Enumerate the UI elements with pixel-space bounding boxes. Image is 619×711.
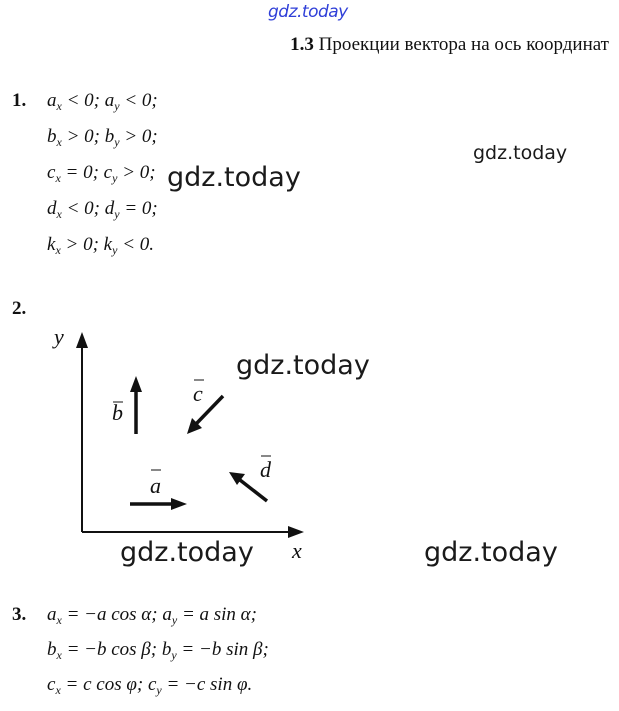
- problem3-line: [47, 639, 269, 663]
- formula-o2: > 0;: [119, 126, 158, 147]
- formula-s2: y: [114, 207, 120, 221]
- formula-e1: = −a cos α;: [61, 604, 163, 625]
- formula-o2: = 0;: [119, 198, 158, 219]
- formula-v2: d: [104, 198, 115, 219]
- formula-s1: x: [55, 243, 61, 257]
- formula-s1: x: [56, 648, 62, 662]
- problem-2-number: 2.: [12, 298, 27, 319]
- formula-o2: > 0;: [117, 162, 156, 183]
- problem3-line: [47, 674, 252, 698]
- problem-1-number: 1.: [12, 90, 27, 111]
- formula-s1: x: [56, 135, 62, 149]
- formula-v2: k: [103, 234, 113, 255]
- formula-e1: = c cos φ;: [60, 674, 148, 695]
- formula-s2: y: [114, 99, 120, 113]
- formula-o1: > 0;: [61, 126, 105, 147]
- formula-s2: y: [112, 171, 118, 185]
- watermark: gdz.today: [120, 537, 254, 568]
- formula-e2: = a sin α;: [177, 604, 257, 625]
- formula-v1: a: [47, 90, 57, 111]
- formula-o1: < 0;: [61, 90, 105, 111]
- formula-v2: b: [161, 639, 172, 660]
- formula-v1: b: [47, 126, 57, 147]
- watermark-top: gdz.today: [268, 2, 348, 22]
- formula-s1: x: [55, 171, 61, 185]
- watermark: gdz.today: [424, 537, 558, 568]
- formula-e2: = −b sin β;: [176, 639, 269, 660]
- formula-v1: a: [47, 604, 57, 625]
- vector-b-label: b: [112, 400, 123, 425]
- problem1-line: [47, 90, 158, 114]
- formula-o1: < 0;: [61, 198, 105, 219]
- watermark: gdz.today: [473, 142, 568, 164]
- x-axis-arrowhead: [288, 526, 304, 538]
- formula-o2: < 0;: [119, 90, 158, 111]
- vector-a-arrowhead: [171, 498, 187, 510]
- formula-e2: = −c sin φ.: [161, 674, 253, 695]
- formula-o1: = 0;: [60, 162, 104, 183]
- section-title: Проекции вектора на ось координат: [318, 34, 609, 55]
- formula-s1: x: [56, 207, 62, 221]
- formula-v2: a: [162, 604, 172, 625]
- formula-v1: c: [47, 674, 56, 695]
- formula-v1: c: [47, 162, 56, 183]
- section-number: 1.3: [290, 34, 314, 55]
- problem3-line: [47, 604, 257, 628]
- formula-o2: < 0.: [117, 234, 155, 255]
- formula-v1: k: [47, 234, 56, 255]
- formula-s1: x: [56, 613, 62, 627]
- watermark: gdz.today: [236, 350, 370, 381]
- vector-d-label: d: [260, 457, 271, 482]
- problem1-line: [47, 234, 154, 258]
- formula-s2: y: [112, 243, 118, 257]
- vector-diagram: [40, 320, 330, 565]
- vector-d: [240, 480, 267, 501]
- formula-s2: y: [114, 135, 120, 149]
- formula-s1: x: [56, 99, 62, 113]
- y-axis-label: y: [54, 324, 64, 349]
- page-title: [290, 34, 609, 56]
- vector-a-label: a: [150, 473, 161, 498]
- formula-s2: y: [171, 613, 178, 627]
- formula-s1: x: [55, 683, 61, 697]
- vector-b-arrowhead: [130, 376, 142, 392]
- formula-v2: a: [104, 90, 115, 111]
- formula-v2: c: [147, 674, 157, 695]
- formula-e1: = −b cos β;: [61, 639, 162, 660]
- formula-v2: c: [103, 162, 113, 183]
- formula-v2: b: [104, 126, 115, 147]
- problem-3-number: 3.: [12, 604, 27, 625]
- formula-s2: y: [171, 648, 177, 662]
- x-axis-label: x: [292, 538, 302, 563]
- formula-s2: y: [156, 683, 162, 697]
- problem1-line: [47, 162, 156, 186]
- problem1-line: [47, 198, 158, 222]
- watermark: gdz.today: [167, 162, 301, 193]
- formula-v1: d: [47, 198, 57, 219]
- y-axis-arrowhead: [76, 332, 88, 348]
- formula-v1: b: [47, 639, 57, 660]
- formula-o1: > 0;: [60, 234, 104, 255]
- problem1-line: [47, 126, 158, 150]
- vector-c-label: c: [193, 381, 203, 406]
